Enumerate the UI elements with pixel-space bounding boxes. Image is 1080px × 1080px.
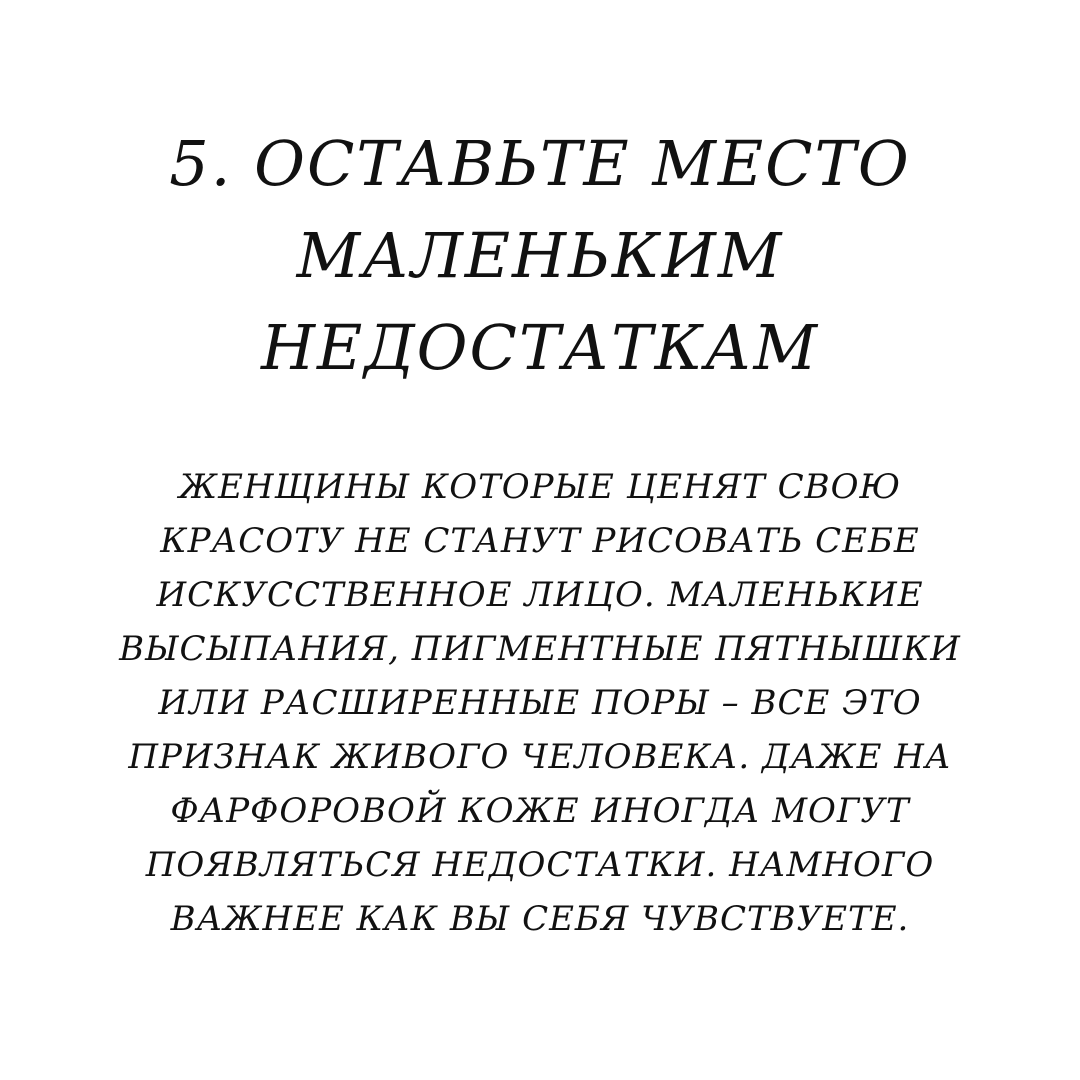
body-line: ФАРФОРОВОЙ КОЖЕ ИНОГДА МОГУТ xyxy=(170,791,910,831)
body-line: ВЫСЫПАНИЯ, ПИГМЕНТНЫЕ ПЯТНЫШКИ xyxy=(119,629,961,669)
body-line: ПОЯВЛЯТЬСЯ НЕДОСТАТКИ. НАМНОГО xyxy=(145,845,935,885)
body-line: ПРИЗНАК ЖИВОГО ЧЕЛОВЕКА. ДАЖЕ НА xyxy=(128,737,952,777)
body-line: КРАСОТУ НЕ СТАНУТ РИСОВАТЬ СЕБЕ xyxy=(160,521,920,561)
title-line: 5. ОСТАВЬТЕ МЕСТО xyxy=(169,127,911,200)
body-paragraph xyxy=(40,460,1040,946)
title-line: НЕДОСТАТКАМ xyxy=(260,311,820,384)
body-line: ВАЖНЕЕ КАК ВЫ СЕБЯ ЧУВСТВУЕТЕ. xyxy=(170,899,910,939)
page-title xyxy=(40,118,1040,394)
title-line: МАЛЕНЬКИМ xyxy=(296,219,784,292)
body-line: ИЛИ РАСШИРЕННЫЕ ПОРЫ – ВСЕ ЭТО xyxy=(158,683,922,723)
body-line: ИСКУССТВЕННОЕ ЛИЦО. МАЛЕНЬКИЕ xyxy=(156,575,924,615)
body-line: ЖЕНЩИНЫ КОТОРЫЕ ЦЕНЯТ СВОЮ xyxy=(178,467,902,507)
